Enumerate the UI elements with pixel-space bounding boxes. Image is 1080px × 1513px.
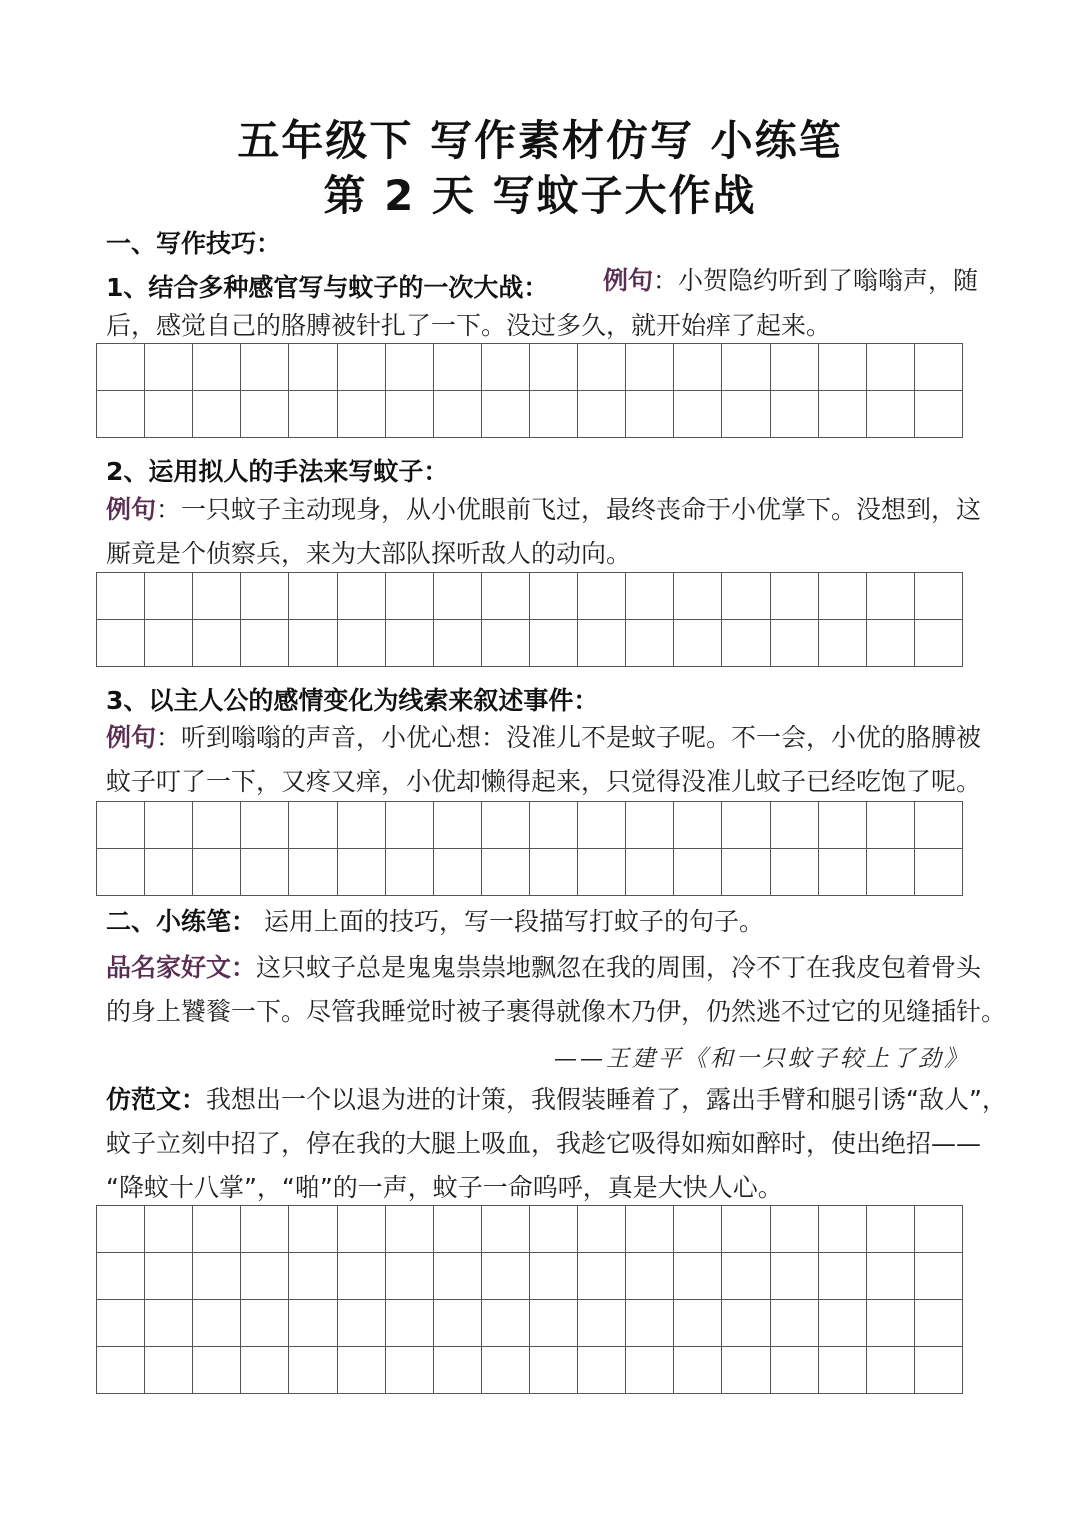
grid-cell[interactable]	[915, 1253, 963, 1300]
grid-cell[interactable]	[289, 391, 337, 438]
grid-cell[interactable]	[386, 391, 434, 438]
model-text-line-2: 的身上饕餮一下。尽管我睡觉时被子裹得就像木乃伊，仍然逃不过它的见缝插针。	[106, 997, 1007, 1026]
grid-cell[interactable]	[289, 802, 337, 849]
section-2-heading: 二、小练笔：	[106, 907, 257, 936]
grid-cell[interactable]	[530, 849, 578, 896]
grid-cell[interactable]	[819, 1253, 867, 1300]
imitation-text-line-3: “降蚊十八掌”，“啪”的一声，蚊子一命呜呼，真是大快人心。	[106, 1173, 783, 1202]
grid-cell[interactable]	[867, 620, 915, 667]
grid-cell[interactable]	[386, 573, 434, 620]
grid-cell[interactable]	[97, 344, 145, 391]
model-text-line-1: 品名家好文：这只蚊子总是鬼鬼祟祟地飘忽在我的周围，冷不丁在我皮包着骨头	[106, 953, 982, 982]
grid-cell[interactable]	[722, 802, 770, 849]
grid-cell[interactable]	[434, 391, 482, 438]
grid-cell[interactable]	[915, 620, 963, 667]
grid-cell[interactable]	[482, 1347, 530, 1394]
grid-cell[interactable]	[97, 1206, 145, 1253]
grid-cell[interactable]	[289, 1253, 337, 1300]
grid-cell[interactable]	[193, 1347, 241, 1394]
section-1-heading: 一、写作技巧：	[106, 229, 282, 258]
grid-cell[interactable]	[386, 1253, 434, 1300]
grid-cell[interactable]	[289, 1206, 337, 1253]
grid-cell[interactable]	[771, 1347, 819, 1394]
grid-cell[interactable]	[819, 573, 867, 620]
technique-2-heading: 2、运用拟人的手法来写蚊子：	[106, 457, 449, 486]
grid-cell[interactable]	[626, 573, 674, 620]
grid-cell[interactable]	[482, 573, 530, 620]
grid-cell[interactable]	[771, 391, 819, 438]
model-source: ——王建平《和一只蚊子较上了劲》	[554, 1046, 970, 1072]
grid-cell[interactable]	[289, 1300, 337, 1347]
grid-cell[interactable]	[867, 802, 915, 849]
grid-cell[interactable]	[578, 1206, 626, 1253]
grid-cell[interactable]	[482, 391, 530, 438]
grid-cell[interactable]	[386, 1347, 434, 1394]
grid-cell[interactable]	[386, 620, 434, 667]
writing-grid-1[interactable]	[96, 343, 963, 438]
grid-cell[interactable]	[482, 620, 530, 667]
grid-cell[interactable]	[578, 1347, 626, 1394]
grid-cell[interactable]	[530, 573, 578, 620]
grid-cell[interactable]	[241, 391, 289, 438]
grid-cell[interactable]	[530, 391, 578, 438]
grid-cell[interactable]	[722, 849, 770, 896]
grid-cell[interactable]	[674, 620, 722, 667]
grid-cell[interactable]	[819, 1206, 867, 1253]
grid-cell[interactable]	[867, 391, 915, 438]
grid-cell[interactable]	[193, 573, 241, 620]
grid-cell[interactable]	[915, 1347, 963, 1394]
grid-cell[interactable]	[241, 1347, 289, 1394]
grid-cell[interactable]	[771, 1206, 819, 1253]
technique-3-example-line-1: 例句：听到嗡嗡的声音，小优心想：没准儿不是蚊子呢。不一会，小优的胳膊被	[106, 723, 982, 752]
grid-cell[interactable]	[915, 391, 963, 438]
technique-3-example-line-2: 蚊子叮了一下，又疼又痒，小优却懒得起来，只觉得没准儿蚊子已经吃饱了呢。	[106, 767, 982, 796]
imitation-text-line-2: 蚊子立刻中招了，停在我的大腿上吸血，我趁它吸得如痴如醉时，使出绝招——	[106, 1129, 982, 1158]
grid-cell[interactable]	[867, 1253, 915, 1300]
grid-cell[interactable]	[915, 1206, 963, 1253]
grid-cell[interactable]	[145, 620, 193, 667]
grid-cell[interactable]	[241, 802, 289, 849]
grid-cell[interactable]	[578, 849, 626, 896]
grid-cell[interactable]	[626, 849, 674, 896]
grid-cell[interactable]	[626, 344, 674, 391]
grid-cell[interactable]	[193, 849, 241, 896]
grid-cell[interactable]	[674, 573, 722, 620]
grid-cell[interactable]	[97, 849, 145, 896]
grid-cell[interactable]	[145, 1206, 193, 1253]
grid-cell[interactable]	[338, 849, 386, 896]
grid-cell[interactable]	[434, 620, 482, 667]
grid-cell[interactable]	[434, 1347, 482, 1394]
grid-cell[interactable]	[626, 1253, 674, 1300]
grid-cell[interactable]	[578, 344, 626, 391]
writing-grid-3[interactable]	[96, 801, 963, 896]
technique-2-example-line-1: 例句：一只蚊子主动现身，从小优眼前飞过，最终丧命于小优掌下。没想到，这	[106, 495, 982, 524]
grid-cell[interactable]	[578, 1300, 626, 1347]
grid-cell[interactable]	[722, 1253, 770, 1300]
grid-cell[interactable]	[241, 344, 289, 391]
grid-cell[interactable]	[578, 573, 626, 620]
grid-cell[interactable]	[482, 1253, 530, 1300]
grid-cell[interactable]	[97, 620, 145, 667]
grid-cell[interactable]	[771, 849, 819, 896]
grid-cell[interactable]	[578, 802, 626, 849]
grid-cell[interactable]	[482, 1206, 530, 1253]
grid-cell[interactable]	[530, 1300, 578, 1347]
grid-cell[interactable]	[530, 620, 578, 667]
grid-cell[interactable]	[145, 344, 193, 391]
grid-cell[interactable]	[145, 1300, 193, 1347]
grid-cell[interactable]	[819, 802, 867, 849]
grid-cell[interactable]	[193, 391, 241, 438]
grid-cell[interactable]	[674, 802, 722, 849]
grid-cell[interactable]	[915, 1300, 963, 1347]
grid-cell[interactable]	[97, 802, 145, 849]
grid-cell[interactable]	[241, 849, 289, 896]
grid-cell[interactable]	[819, 620, 867, 667]
grid-cell[interactable]	[530, 802, 578, 849]
grid-cell[interactable]	[722, 1347, 770, 1394]
grid-cell[interactable]	[386, 849, 434, 896]
grid-cell[interactable]	[434, 573, 482, 620]
grid-cell[interactable]	[674, 1300, 722, 1347]
grid-cell[interactable]	[193, 802, 241, 849]
grid-cell[interactable]	[530, 1206, 578, 1253]
technique-1-example-line-1: 例句：小贺隐约听到了嗡嗡声，随	[603, 266, 979, 295]
grid-cell[interactable]	[338, 344, 386, 391]
grid-cell[interactable]	[193, 1206, 241, 1253]
page-title: 五年级下 写作素材仿写 小练笔	[237, 116, 843, 165]
grid-cell[interactable]	[289, 573, 337, 620]
grid-cell[interactable]	[771, 1253, 819, 1300]
grid-cell[interactable]	[97, 573, 145, 620]
grid-cell[interactable]	[338, 620, 386, 667]
grid-cell[interactable]	[434, 344, 482, 391]
grid-cell[interactable]	[193, 344, 241, 391]
grid-cell[interactable]	[289, 1347, 337, 1394]
grid-cell[interactable]	[482, 1300, 530, 1347]
grid-cell[interactable]	[241, 620, 289, 667]
grid-cell[interactable]	[482, 849, 530, 896]
grid-cell[interactable]	[97, 391, 145, 438]
technique-1-example-line-2: 后，感觉自己的胳膊被针扎了一下。没过多久，就开始痒了起来。	[106, 311, 832, 340]
grid-cell[interactable]	[771, 344, 819, 391]
grid-cell[interactable]	[626, 1347, 674, 1394]
grid-cell[interactable]	[386, 802, 434, 849]
grid-cell[interactable]	[145, 1253, 193, 1300]
grid-cell[interactable]	[626, 620, 674, 667]
grid-cell[interactable]	[289, 344, 337, 391]
grid-cell[interactable]	[674, 849, 722, 896]
imitation-label: 仿范文：	[106, 1085, 207, 1114]
grid-cell[interactable]	[145, 1347, 193, 1394]
grid-cell[interactable]	[626, 391, 674, 438]
grid-cell[interactable]	[915, 573, 963, 620]
grid-cell[interactable]	[338, 802, 386, 849]
example-label: 例句	[603, 266, 654, 295]
grid-cell[interactable]	[289, 620, 337, 667]
section-2-line	[106, 900, 764, 944]
grid-cell[interactable]	[434, 1206, 482, 1253]
grid-cell[interactable]	[674, 1347, 722, 1394]
grid-cell[interactable]	[771, 1300, 819, 1347]
grid-cell[interactable]	[338, 1347, 386, 1394]
grid-cell[interactable]	[626, 1300, 674, 1347]
grid-cell[interactable]	[145, 391, 193, 438]
model-label: 品名家好文：	[106, 953, 257, 982]
grid-cell[interactable]	[145, 802, 193, 849]
technique-1-heading: 1、结合多种感官写与蚊子的一次大战：	[106, 273, 549, 302]
writing-grid-2[interactable]	[96, 572, 963, 667]
example-label: 例句	[106, 495, 157, 524]
grid-cell[interactable]	[482, 344, 530, 391]
grid-cell[interactable]	[241, 1253, 289, 1300]
grid-cell[interactable]	[530, 344, 578, 391]
writing-grid-practice[interactable]	[96, 1205, 963, 1394]
grid-cell[interactable]	[722, 573, 770, 620]
grid-cell[interactable]	[289, 849, 337, 896]
grid-cell[interactable]	[674, 344, 722, 391]
grid-cell[interactable]	[867, 573, 915, 620]
grid-cell[interactable]	[193, 1253, 241, 1300]
grid-cell[interactable]	[338, 1206, 386, 1253]
grid-cell[interactable]	[482, 802, 530, 849]
grid-cell[interactable]	[386, 1206, 434, 1253]
grid-cell[interactable]	[915, 802, 963, 849]
grid-cell[interactable]	[578, 391, 626, 438]
grid-cell[interactable]	[722, 1300, 770, 1347]
grid-cell[interactable]	[867, 344, 915, 391]
grid-cell[interactable]	[338, 573, 386, 620]
grid-cell[interactable]	[819, 344, 867, 391]
grid-cell[interactable]	[722, 620, 770, 667]
grid-cell[interactable]	[674, 391, 722, 438]
grid-cell[interactable]	[578, 620, 626, 667]
grid-cell[interactable]	[819, 391, 867, 438]
grid-cell[interactable]	[867, 1347, 915, 1394]
grid-cell[interactable]	[530, 1253, 578, 1300]
grid-cell[interactable]	[819, 1347, 867, 1394]
grid-cell[interactable]	[626, 802, 674, 849]
grid-cell[interactable]	[867, 1206, 915, 1253]
grid-cell[interactable]	[338, 1300, 386, 1347]
grid-cell[interactable]	[530, 1347, 578, 1394]
grid-cell[interactable]	[867, 849, 915, 896]
imitation-text-line-1: 仿范文：我想出一个以退为进的计策，我假装睡着了，露出手臂和腿引诱“敌人”，	[106, 1085, 1007, 1114]
grid-cell[interactable]	[819, 849, 867, 896]
grid-cell[interactable]	[241, 1300, 289, 1347]
grid-cell[interactable]	[241, 573, 289, 620]
section-2-instruction: 运用上面的技巧，写一段描写打蚊子的句子。	[263, 907, 764, 936]
grid-cell[interactable]	[722, 391, 770, 438]
grid-cell[interactable]	[674, 1206, 722, 1253]
grid-cell[interactable]	[338, 391, 386, 438]
grid-cell[interactable]	[434, 1253, 482, 1300]
technique-3-heading: 3、以主人公的感情变化为线索来叙述事件：	[106, 686, 599, 715]
grid-cell[interactable]	[338, 1253, 386, 1300]
grid-cell[interactable]	[771, 573, 819, 620]
grid-cell[interactable]	[434, 1300, 482, 1347]
example-label: 例句	[106, 723, 157, 752]
grid-cell[interactable]	[819, 1300, 867, 1347]
grid-cell[interactable]	[626, 1206, 674, 1253]
grid-cell[interactable]	[915, 344, 963, 391]
grid-cell[interactable]	[386, 344, 434, 391]
grid-cell[interactable]	[771, 802, 819, 849]
grid-cell[interactable]	[434, 802, 482, 849]
grid-cell[interactable]	[97, 1300, 145, 1347]
grid-cell[interactable]	[915, 849, 963, 896]
page-subtitle: 第 2 天 写蚊子大作战	[323, 171, 757, 220]
grid-cell[interactable]	[722, 1206, 770, 1253]
grid-cell[interactable]	[145, 849, 193, 896]
grid-cell[interactable]	[193, 1300, 241, 1347]
grid-cell[interactable]	[145, 573, 193, 620]
grid-cell[interactable]	[722, 344, 770, 391]
technique-2-example-line-2: 厮竟是个侦察兵，来为大部队探听敌人的动向。	[106, 539, 632, 568]
grid-cell[interactable]	[434, 849, 482, 896]
grid-cell[interactable]	[771, 620, 819, 667]
grid-cell[interactable]	[97, 1347, 145, 1394]
grid-cell[interactable]	[867, 1300, 915, 1347]
grid-cell[interactable]	[97, 1253, 145, 1300]
grid-cell[interactable]	[674, 1253, 722, 1300]
grid-cell[interactable]	[578, 1253, 626, 1300]
grid-cell[interactable]	[386, 1300, 434, 1347]
grid-cell[interactable]	[241, 1206, 289, 1253]
grid-cell[interactable]	[193, 620, 241, 667]
